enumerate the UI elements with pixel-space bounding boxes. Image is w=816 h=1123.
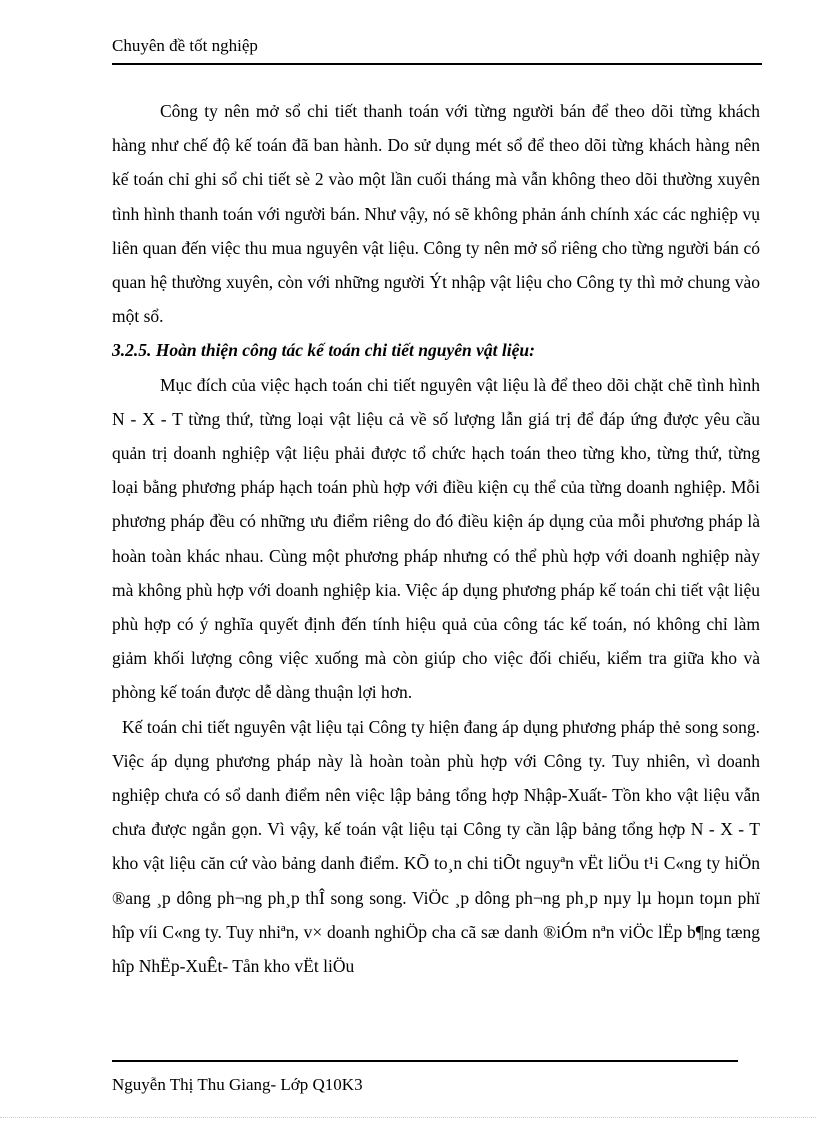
running-header: Chuyên đề tốt nghiệp [112, 36, 258, 55]
paragraph-garbled-text: KÕ to¸n chi tiÕt nguyªn vËt liÖu t¹i C«ng ty hiÖn ®ang ¸p dông ph¬ng ph¸p thÎ song song. ViÖc ¸p dông ph¬ng ph¸p nµy lµ hoµn toµn phï hîp víi C«ng ty. Tuy nhiªn, v× doanh nghiÖp cha cã sæ danh ®iÓm nªn viÖc lËp b¶ng tæng hîp NhËp-XuÊt- Tån kho vËt liÖu [112, 853, 761, 977]
page-edge [0, 1117, 816, 1118]
header-rule [112, 63, 762, 65]
paragraph-detail-accounting-purpose: Mục đích của việc hạch toán chi tiết nguyên vật liệu là để theo dõi chặt chẽ tình hình N - X - T từng thứ, từng loại vật liệu cả về số lượng lẫn giá trị để đáp ứng được yêu cầu quản trị doanh nghiệp vật liệu phải được tổ chức hạch toán theo từng kho, từng thứ, từng loại bằng phương pháp hạch toán phù hợp với điều kiện cụ thể của từng doanh nghiệp. Mỗi phương pháp đều có những ưu điểm riêng do đó điều kiện áp dụng của mỗi phương pháp là hoàn toàn khác nhau. Cùng một phương pháp nhưng có thể phù hợp với doanh nghiệp này mà không phù hợp với doanh nghiệp kia. Việc áp dụng phương pháp kế toán chi tiết vật liệu phù hợp có ý nghĩa quyết định đến tính hiệu quả của công tác kế toán, nó không chỉ làm giảm khối lượng công việc xuống mà còn giúp cho việc đối chiếu, kiểm tra giữa kho và phòng kế toán được dễ dàng thuận lợi hơn. [112, 374, 760, 703]
paragraph-supplier-ledger: Công ty nên mở sổ chi tiết thanh toán với từng người bán để theo dõi từng khách hàng như chế độ kế toán đã ban hành. Do sử dụng mét sổ để theo dõi từng khách hàng nên kế toán chỉ ghi sổ chi tiết sè 2 vào một lần cuối tháng mà vẫn không theo dõi thường xuyên tình hình thanh toán với người bán. Như vậy, nó sẽ không phản ánh chính xác các nghiệp vụ liên quan đến việc thu mua nguyên vật liệu. Công ty nên mở sổ riêng cho từng người bán có quan hệ thường xuyên, còn với những người Ýt nhập vật liệu cho Công ty thì mở chung vào một sổ. [112, 101, 760, 327]
running-footer: Nguyễn Thị Thu Giang- Lớp Q10K3 [112, 1075, 363, 1094]
document-body [112, 94, 760, 983]
footer-rule [112, 1060, 738, 1062]
paragraph-current-method [112, 710, 760, 984]
paragraph-current-method-text: Kế toán chi tiết nguyên vật liệu tại Công ty hiện đang áp dụng phương pháp thẻ song song. Việc áp dụng phương pháp này là hoàn toàn phù hợp với Công ty. Tuy nhiên, vì doanh nghiệp chưa có sổ danh điểm nên việc lập bảng tổng hợp Nhập-Xuất- Tồn kho vật liệu vẫn chưa được ngắn gọn. Vì vậy, kế toán vật liệu tại Công ty cần lập bảng tổng hợp N - X - T kho vật liệu căn cứ vào bảng danh điểm. [112, 716, 760, 874]
section-heading: 3.2.5. Hoàn thiện công tác kế toán chi tiết nguyên vật liệu: [112, 340, 535, 361]
